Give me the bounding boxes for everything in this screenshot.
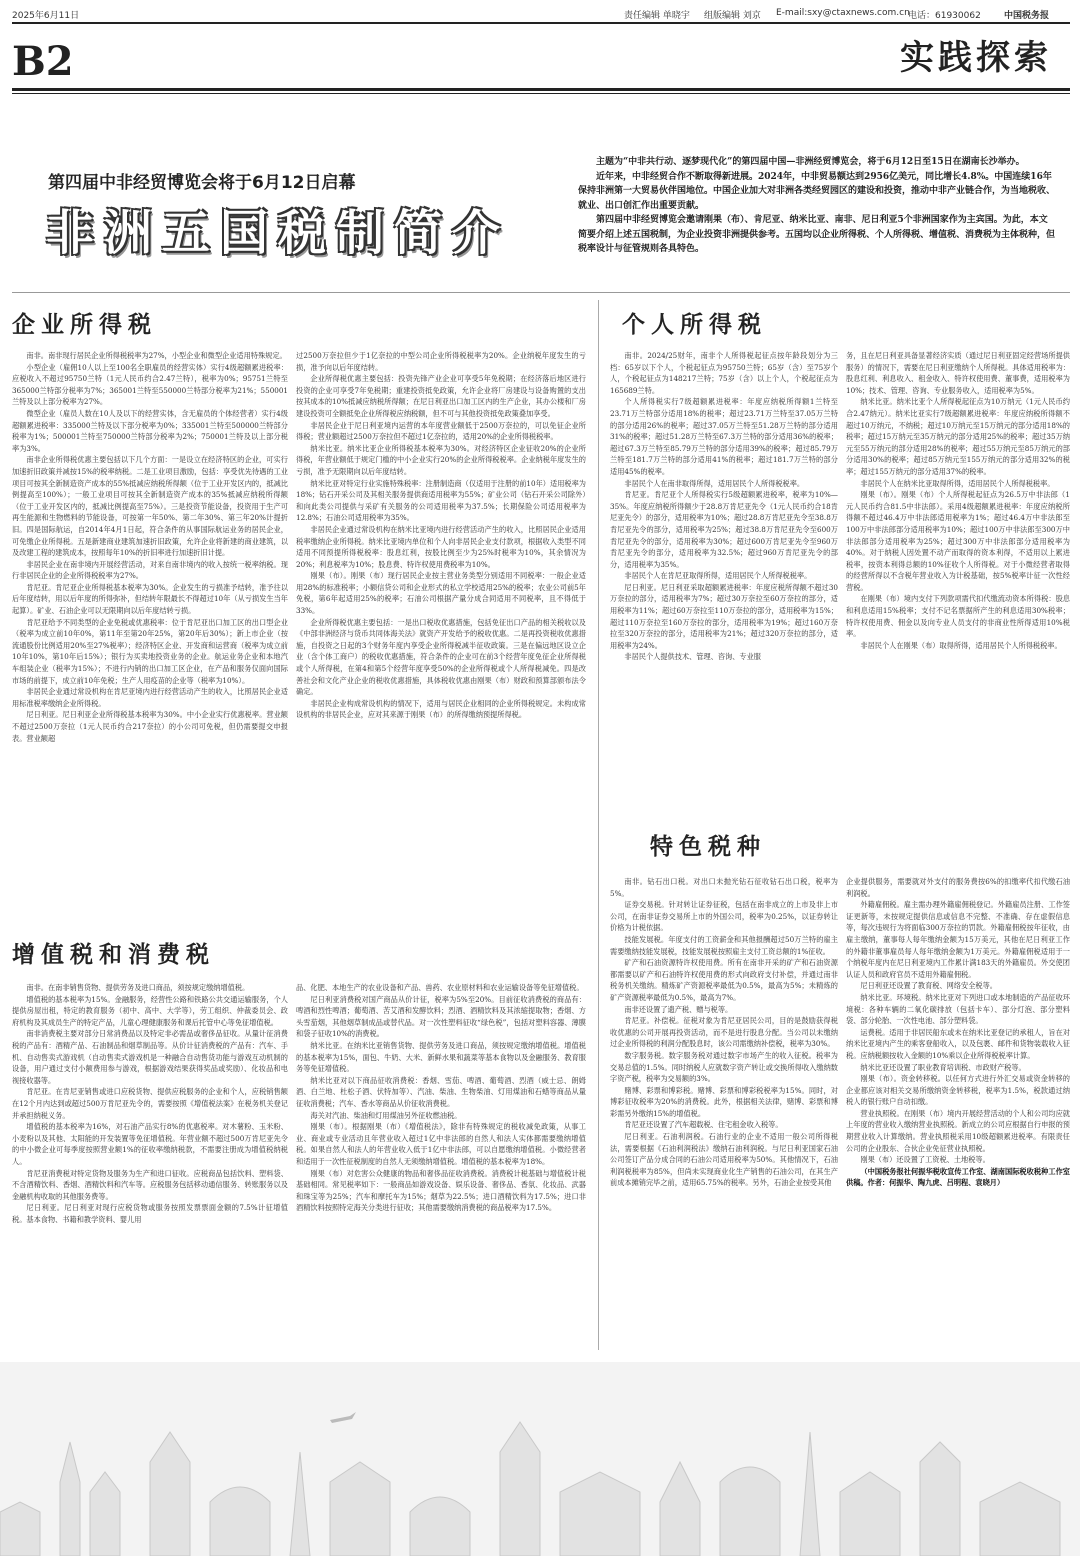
headline-subtitle: 第四届中非经贸博览会将于6月12日启幕 bbox=[48, 173, 356, 193]
paragraph: 外籍雇佣税。雇主需办理外籍雇佣税登记。外籍雇员注册、工作签证更新等，未按规定提供信息或信息不完整、不准确、存在虚假信息等，每次违规行为将面临300万奈拉的罚款。外籍雇佣税按年征收，由雇主缴纳，董事每人每年缴纳金额为15万美元，其他在尼日利亚工作的外籍非董事雇员每人每年缴纳金额为1万美元。外籍雇佣税适用于一个纳税年度内在尼日利亚境内工作累计满183天的外籍雇员。外交使团认证人员和政府官员不适用外籍雇佣税。 bbox=[846, 900, 1070, 979]
pit-column-1 bbox=[610, 350, 838, 808]
paragraph: 肯尼亚消费税对特定货物及服务为生产和进口征收。应税商品包括饮料、塑料袋、不含酒精饮料、香烟、酒精饮料和汽车等。应税服务包括移动通信服务、转账服务以及金融机构收取的其他服务费等。 bbox=[12, 1168, 288, 1201]
paragraph: 在刚果（布）境内支付下列款项需代扣代缴流动资本所得税：股息和利息适用15%税率；支付不记名票据所产生的利息适用30%税率；特许权使用费、佣金以及向专业人员支付的非商业性所得适用10%税率。 bbox=[846, 594, 1070, 639]
lead-paragraph: 主题为“中非共行动、逐梦现代化”的第四届中国—非洲经贸博览会，将于6月12日至15日在湖南长沙举办。 bbox=[596, 157, 1025, 167]
paragraph: 刚果（布）。资金转移税。以任何方式进行外汇交易或资金转移的企业都应该对相关交易所缴纳资金转移税，税率为1.5%，税款通过纳税人的银行账户自动扣缴。 bbox=[846, 1074, 1070, 1107]
paragraph: 企业所得税优惠主要包括：投资先锋产业企业可享受5年免税期；在经济落后地区进行投资的企业可享受7年免税期；重建投资抵免政策，允许企业将厂房建设与设备购置的支出按其成本的10%抵减应纳税所得额；在尼日利亚出口加工区内的生产企业，其办公楼和厂房建设投资可全额抵免企业所得税应纳税额，但不可与其他投资抵免政策叠加享受。 bbox=[296, 374, 586, 418]
paragraph: 矿产和石油资源特许权使用费。所有在南非开采的矿产和石油资源都需要以矿产和石油特许权使用费的形式向政府支付补偿，并通过南非税务机关缴纳。精炼矿产资源税率最低为0.5%，最高为5%；未精炼的矿产资源税率最低为0.5%，最高为7%。 bbox=[610, 958, 838, 1002]
paragraph: 纳米比亚对以下商品征收消费税：香烟、雪茄、啤酒、葡萄酒、烈酒（威士忌、朗姆酒、白兰地、杜松子酒、伏特加等）、汽油、柴油、生物柴油、灯用煤油和石蜡等商品从量征收消费税；汽车、香水等商品从价征收消费税。 bbox=[296, 1075, 586, 1108]
paragraph: 纳米比亚。在纳米比亚销售货物、提供劳务及进口商品，须按规定缴纳增值税。增值税的基本税率为15%，面包、牛奶、大米、新鲜水果和蔬菜等基本食物以及金融服务、教育服务等免征增值税。 bbox=[296, 1040, 586, 1074]
paragraph: 增值税的基本税率为16%，对石油产品实行8%的优惠税率。对木薯粉、玉米粉、小麦粉以及其他、太阳能的开发装置等免征增值税。年营业额不超过500万肯尼亚先令的中小微企业可每季度按照营业额1%的征收率缴纳税款，不需要注册成为增值税纳税人。 bbox=[12, 1122, 288, 1166]
paragraph: 南非企业所得税优惠主要包括以下几个方面：一是设立在经济特区的企业，可实行加速折旧政策并减按15%的税率纳税。二是工业项目激励，包括：享受优先待遇的工业项目可按其全新制造资产成本的55%抵减应纳税所得额（位于工业开发区内的，抵减比例提高至100%）；一般工业项目可按其全新制造资产成本的35%抵减应纳税所得额（位于工业开发区内的，抵减比例提高至75%）。三是投资节能设备，投资用于生产可再生能源和生物燃料的节能设备，可按第一年50%、第二年30%、第三年20%计提折旧。四是国际航运，自2014年4月1日起，符合条件的从事国际航运业务的居民企业，可免缴企业所得税。五是新建商业建筑加速折旧政策，允许企业将新建的商业建筑，以及改建工程的建筑成本，按照每年10%的折旧率进行加速折旧计提。 bbox=[12, 455, 288, 558]
paragraph: 个人所得税实行7级超额累进税率：年度应纳税所得额1兰特至23.71万兰特部分适用18%的税率；超过23.71万兰特至37.05万兰特的部分适用26%的税率；超过37.05万兰特至51.28万兰特的部分适用31%的税率；超过51.28万兰特至67.3万兰特的部分适用36%的税率；超过67.3万兰特至85.79万兰特的部分适用39%的税率；超过85.79万兰特至181.7万兰特的部分适用41%的税率；超过181.7万兰特的部分适用45%的税率。 bbox=[610, 397, 838, 476]
paragraph: 非居民个人在肯尼亚取得所得，适用居民个人所得税税率。 bbox=[624, 571, 812, 581]
paragraph: 数字服务税。数字服务税对通过数字市场产生的收入征税。税率为交易总值的1.5%。同时纳税人应就数字资产转让或交换所得收入缴纳数字资产税，税率为交易额的3%。 bbox=[610, 1050, 838, 1084]
paragraph: 纳米比亚。环境税。纳米比亚对下列进口或本地制造的产品征收环境税：各种车辆的二氧化碳排放（包括卡车）、部分灯泡、部分塑料袋、部分轮胎、一次性电池、部分塑料袋。 bbox=[846, 992, 1070, 1026]
paragraph: 尼日利亚。尼日利亚采取超额累进税率：年度应税所得额不超过30万奈拉的部分，适用税率为7%；超过30万奈拉至60万奈拉的部分，适用税率为11%；超过60万奈拉至110万奈拉的部分，适用税率为15%；超过110万奈拉至160万奈拉的部分，适用税率为19%；超过160万奈拉至320万奈拉的部分，适用税率为21%；超过320万奈拉的部分，适用税率为24%。 bbox=[610, 582, 838, 650]
paragraph: 技能发展税。年度支付的工资薪金和其他报酬超过50万兰特的雇主需要缴纳技能发展税，技能发展税按照雇主支付工资总额的1%征收。 bbox=[610, 934, 838, 956]
paragraph: 刚果（布）。刚果（布）个人所得税起征点为26.5万中非法郎（1元人民币约合81.5中非法郎）。采用4级超额累进税率：年度应纳税所得额不超过46.4万中非法郎适用税率为1%；超过46.4万中非法郎至100万中非法郎部分适用税率为10%；超过100万中非法郎至300万中非法郎部分适用税率为25%；超过300万中非法郎部分适用税率为40%。对于纳税人因处置不动产而取得的资本利得，不适用以上累进税率，按资本利得总额的10%征收个人所得税。对于小微经营者取得的经营所得以不含税年营业收入为计税基础，按5%税率计征一次性经营税。 bbox=[846, 490, 1070, 592]
paragraph: 肯尼亚。补偿税。征税对象为肯尼亚居民公司，目的是鼓励获得税收优惠的公司开展再投资活动，而不是进行股息分配。当公司以未缴纳过企业所得税的利润分配股息时，该公司需缴纳补偿税，税率为30%。 bbox=[610, 1016, 838, 1049]
cit-column-2 bbox=[296, 350, 586, 916]
paragraph: 刚果（布）。根据刚果（布）《增值税法》，除非有特殊规定的税收减免政策，从事工业、商业或专业活动且年营业收入超过1亿中非法郎的自然人和法人实体都需要缴纳增值税。如果自然人和法人的年营业收入低于1亿中非法郎，可以自愿缴纳增值税。小微经营者和适用于一次性征税制度的自然人无须缴纳增值税。增值税的基本税率为18%。 bbox=[296, 1122, 586, 1166]
lead-paragraphs bbox=[578, 155, 1056, 257]
paragraph: 增值税的基本税率为15%。金融服务，经营性公路和铁路公共交通运输服务，个人提供房屋出租，特定的教育服务（初中、高中、大学等），劳工组织、仲裁委员会、政府机构及其成员生产的特定产品，儿童心理健康服务和课后托管中心等免征增值税。 bbox=[12, 994, 288, 1027]
masthead-bar bbox=[12, 6, 1070, 22]
paragraph: 南非。钻石出口税。对出口未抛光钻石征收钻石出口税，税率为5%。 bbox=[610, 877, 838, 898]
headline-title: 非洲五国税制简介 bbox=[46, 205, 511, 261]
paragraph: 纳米比亚。纳米比亚企业所得税基本税率为30%。对经济特区企业征收20%的企业所得税，年营业额低于规定门槛的中小企业实行20%的企业所得税税率。企业纳税年度发生的亏损，准予无限期向以后年度结转。 bbox=[296, 443, 586, 476]
paragraph: 赌博、彩票和博彩税。赌博、彩票和博彩税税率为15%。同时，对博彩征收税率为20%的消费税。此外，根据相关法律，赌博、彩票和博彩需另外缴纳15%的增值税。 bbox=[610, 1085, 838, 1118]
paragraph: 肯尼亚。肯尼亚企业所得税基本税率为30%。企业发生的亏损准予结转，准予往以后年度结转，用以后年度的所得弥补，但结转年限最长不得超过10年（从亏损发生当年起算）。矿业、石油企业可以无限期向以后年度结转亏损。 bbox=[12, 582, 288, 616]
paragraph: 刚果（布）对危害公众健康的物品和奢侈品征收消费税。消费税计税基础与增值税计税基础相同。常见税率如下：一般商品如游戏设备、娱乐设备、奢侈品、香氛、化妆品、武器和珠宝等为25%；汽车和摩托车为15%；烟草为22.5%；进口酒精饮料为17.5%；进口非酒精饮料按照特定海关分类进行征收；其他需要缴纳消费税的商品税率为17.5%。 bbox=[296, 1168, 586, 1213]
issue-date: 2025年6月11日 bbox=[12, 11, 80, 21]
paragraph: 非居民企业在南非境内开展经营活动，对来自南非境内的收入按统一税率纳税。现行非居民企业的企业所得税税率为27%。 bbox=[12, 559, 288, 581]
lead-paragraph: 第四届中非经贸博览会邀请刚果（布）、肯尼亚、纳米比亚、南非、尼日利亚5个非洲国家作为主宾国。为此，本文简要介绍上述五国税制，为企业投资非洲提供参考。五国均以企业所得税、个人所得税、增值税、消费税为主体税种，但税率设计与征管规则各具特色。 bbox=[578, 215, 1056, 254]
heading-special-taxes: 特色税种 bbox=[650, 833, 766, 860]
paragraph: 刚果（布）还设置了工资税、土地税等。 bbox=[860, 1155, 990, 1165]
paragraph: 尼日利亚。石油利润税。石油行业的企业不适用一般公司所得税法，需要根据《石油利润税法》缴纳石油利润税。与尼日利亚国家石油公司签订产品分成合同的石油公司适用税率为50%。其他情况下，石油利润税税率为85%，但尚未实现商业化生产销售的石油公司，在其生产前成本摊销完毕之前，适用65.75%的税率。另外，石油企业按受其他 bbox=[610, 1132, 838, 1188]
editor-phone: 电话：61930062 bbox=[908, 11, 981, 21]
paragraph: 企业所得税优惠主要包括：一是出口税收优惠措施，包括免征出口产品的相关税收以及《中部非洲经济与货币共同体海关法》就资产开发给予的税收优惠。二是再投资税收优惠措施，自投资之日起的3个财务年度内享受企业所得税减半征收政策。三是在偏远地区设立企业（含个体工商户）的税收优惠措施，符合条件的企业可在前3个经营年度免征企业所得税或个人所得税，在第4和第5个经营年度享受50%的企业所得税或个人所得税减免。四是改善社会和文化产业企业的税收优惠措施，具体税收优惠由刚果（布）财政和预算部颁布法令确定。 bbox=[296, 617, 586, 697]
heading-vat-consumption-tax: 增值税和消费税 bbox=[12, 941, 215, 968]
paragraph: 南非。南非现行居民企业所得税税率为27%，小型企业和微型企业适用特殊规定。 bbox=[26, 351, 287, 360]
paragraph: 小型企业（雇佣10人以上至100名全职雇员的经营实体）实行4级超额累进税率：应税收入不超过95750兰特（1元人民币约合2.47兰特），税率为0%；95751兰特至365000兰特部分税率为7%；365001兰特至550000兰特部分税率为21%；550001兰特及以上部分税率为27%。 bbox=[12, 362, 288, 407]
column-divider bbox=[598, 300, 599, 1350]
paragraph: 非居民企业于尼日利亚境内运营的本年度营业额低于2500万奈拉的，可以免征企业所得税；营业额超过2500万奈拉但不超过1亿奈拉的，适用20%的企业所得税税率。 bbox=[296, 420, 586, 442]
paragraph: 证券交易税。针对转让证券征税，包括在南非成立的上市及非上市公司，在南非证券交易所上市的外国公司，税率为0.25%，以证券转让价格为计税依据。 bbox=[610, 900, 838, 933]
lead-rule bbox=[12, 292, 1070, 293]
section-title: 实践探索 bbox=[900, 38, 1052, 78]
vat-column-1 bbox=[12, 982, 288, 1342]
paragraph: 微型企业（雇员人数在10人及以下的经营实体，含无雇员的个体经营者）实行4级超额累进税率：335000兰特及以下部分税率为0%；335001兰特至500000兰特部分税率为1%；500001兰特至750000兰特部分税率为2%；750001兰特及以上部分税率为3%。 bbox=[12, 408, 288, 453]
layout-editor-credit: 组版编辑 刘京 bbox=[704, 11, 761, 21]
paragraph: 肯尼亚还设置了汽车超载税、住宅租金收入税等。 bbox=[624, 1120, 783, 1130]
editor-email: E-mail:sxy@ctaxnews.com.cn bbox=[776, 8, 910, 18]
paragraph: 非居民企业通过常设机构在肯尼亚境内进行经营活动产生的收入，比照居民企业适用标准税率缴纳企业所得税。 bbox=[12, 687, 288, 708]
masthead-rule bbox=[12, 22, 1070, 24]
paragraph: 南非。在南非销售货物、提供劳务及进口商品，须按规定缴纳增值税。 bbox=[26, 983, 250, 992]
paragraph: 南非还设置了遗产税、赠与税等。 bbox=[624, 1004, 733, 1014]
special-column-2 bbox=[846, 876, 1070, 1346]
paragraph: 企业提供服务，需要就对外支付的服务费按6%的扣缴率代扣代缴石油利润税。 bbox=[846, 877, 1070, 898]
header-rule bbox=[12, 88, 1070, 91]
heading-corporate-income-tax: 企业所得税 bbox=[12, 311, 157, 338]
paragraph: 非居民个人在刚果（布）取得所得，适用居民个人所得税税率。 bbox=[860, 640, 1062, 650]
cit-column-1 bbox=[12, 350, 288, 916]
lead-paragraph: 近年来，中非经贸合作不断取得新进展。2024年，中非贸易额达到2956亿美元，同比增长4.8%。中国连续16年保持非洲第一大贸易伙伴国地位。中国企业加大对非洲各类经贸园区的建设和投资，推动中非产业链合作，为当地税收、就业、出口创汇作出重要贡献。 bbox=[578, 171, 1056, 211]
paragraph: 南非。2024/25财年，南非个人所得税起征点按年龄段划分为三档：65岁以下个人，个税起征点为95750兰特；65岁（含）至75岁个人，个税起征点为148217兰特；75岁（含）以上个人，个税起征点为165689兰特。 bbox=[610, 351, 838, 395]
paragraph: 非居民个人在南非取得所得，适用居民个人所得税税率。 bbox=[624, 478, 805, 488]
paragraph: 肯尼亚。肯尼亚个人所得税实行5级超额累进税率，税率为10%—35%。年度应纳税所得额少于28.8万肯尼亚先令（1元人民币约合18肯尼亚先令）的部分，适用税率为10%；超过28.8万肯尼亚先令至38.8万肯尼亚先令的部分，适用税率为25%；超过38.8万肯尼亚先令至600万肯尼亚先令的部分，适用税率为30%；超过600万肯尼亚先令至960万肯尼亚先令的部分，适用税率为32.5%；超过960万肯尼亚先令的部分，适用税率为35%。 bbox=[610, 490, 838, 569]
article-credit: （中国税务报社何振华税收宣传工作室、湖南国际税收税种工作室供稿。作者：何振华、陶九虎、吕明程、袁晓月） bbox=[846, 1166, 1070, 1188]
paper-name: 中国税务报 bbox=[1004, 11, 1050, 21]
paragraph: 非居民个人在纳米比亚取得所得，适用居民个人所得税税率。 bbox=[860, 478, 1055, 488]
paragraph: 纳米比亚对特定行业实施特殊税率：注册制造商（仅适用于注册的前10年）适用税率为18%；钻石开采公司及其相关服务提供商适用税率为55%；矿业公司（钻石开采公司除外）和向此类公司提供与采矿有关服务的公司适用税率为37.5%；长期保险公司适用税率为12.8%；石油公司适用税率为35%。 bbox=[296, 478, 586, 523]
paragraph: 尼日利亚消费税对国产商品从价计征，税率为5%至20%。目前征收消费税的商品有：啤酒和烈性啤酒；葡萄酒、苦艾酒和发酵饮料；烈酒、酒精饮料及其浓缩提取物；香烟、方头雪茄烟，其他烟草制成品或替代品。对一次性塑料征收“绿色税”，包括对塑料容器、薄膜和袋子征收10%的消费税。 bbox=[296, 994, 586, 1039]
paragraph: 尼日利亚。尼日利亚对现行应税货物或服务按照发票票面金额的7.5%计征增值税。基本食物、书籍和教学资料、婴儿用 bbox=[12, 1203, 288, 1224]
paragraph: 非居民企业通过常设机构在纳米比亚境内进行经营活动产生的收入，比照居民企业适用税率缴纳企业所得税。纳米比亚境内单位和个人向非居民企业支付款项，根据收入类型不同适用不同预提所得税税率：股息红利，按股比例至少为25%时税率为10%，其余情况为20%；利息税率为10%；股息费、特许权使用费税率为10%。 bbox=[296, 524, 586, 569]
paragraph: 南非消费税主要对部分日常消费品以及特定非必需品或奢侈品征收。从量计征消费税的产品有：酒精产品、石油制品和烟草制品等。从价计征消费税的产品有：汽车、手机、自动售卖式游戏机（自动售卖式游戏机是一种融合自动售货功能与游戏互动机制的设备，用户通过支付小额费用参与游戏，根据游戏结果获得奖品或奖励）、化妆品和电视接收器等。 bbox=[12, 1029, 288, 1085]
paragraph: 非居民企业构成常设机构的情况下，适用与居民企业相同的企业所得税规定。未构成常设机构的非居民企业，应对其来源于刚果（布）的所得缴纳预提所得税。 bbox=[296, 698, 586, 720]
paragraph: 品、化肥、本地生产的农业设备和产品、兽药、农业原材料和农业运输设备等免征增值税。 bbox=[296, 983, 584, 992]
paragraph: 非居民个人提供技术、管理、咨询、专业服 bbox=[624, 652, 761, 662]
header-rule-thin bbox=[12, 93, 1070, 94]
africa-skyline-illustration bbox=[0, 1362, 1080, 1556]
paragraph: 尼日利亚。尼日利亚企业所得税基本税率为30%。中小企业实行优惠税率。营业额不超过2500万奈拉（1元人民币约合217奈拉）的小公司可免税，但仍需要提交申报表。营业额超 bbox=[12, 710, 288, 743]
paragraph: 运费税。适用于非居民船东或未在纳米比亚登记的承租人，旨在对纳米比亚境内产生的乘客登船收入，以及包裹、邮件和货物装载收入征税。应纳税额按收入金额的10%乘以企业所得税税率计算。 bbox=[846, 1027, 1070, 1060]
vat-column-2 bbox=[296, 982, 586, 1342]
paragraph: 刚果（布）。刚果（布）现行居民企业按主营业务类型分别适用不同税率：一般企业适用28%的标准税率；小额信贷公司和企业形式的私立学校适用25%的税率；农业公司前5年免税，第6年起适用25%的税率；石油公司根据产量分成合同适用不同税率，且不得低于33%。 bbox=[296, 571, 586, 616]
paragraph: 尼日利亚还设置了教育税、网络安全税等。 bbox=[860, 981, 997, 991]
paragraph: 海关对汽油、柴油和灯用煤油另外征收燃油税。 bbox=[310, 1110, 462, 1120]
paragraph: 营业执照税。在刚果（布）境内开展经营活动的个人和公司均应就上年度的营业收入缴纳营业执照税。新成立的公司应根据自行申报的预期营业收入计算缴纳。营业执照税采用10级超额累进税率。有限责任公司的企业股东、合伙企业免征营业执照税。 bbox=[846, 1108, 1070, 1153]
paragraph: 务，且在尼日利亚具备显著经济实质（通过尼日利亚固定经营场所提供服务）的情况下，需要在尼日利亚缴纳个人所得税。具体适用税率为：股息红利、利息收入、租金收入、特许权使用费、董事费，适用税率为10%；技术、管理、咨询、专业服务收入，适用税率为5%。 bbox=[846, 351, 1070, 395]
pit-column-2 bbox=[846, 350, 1070, 808]
paragraph: 纳米比亚还设置了职业教育培训税、市政财产税等。 bbox=[860, 1062, 1026, 1072]
heading-personal-income-tax: 个人所得税 bbox=[622, 311, 767, 338]
special-column-1 bbox=[610, 876, 838, 1346]
page-number: B2 bbox=[12, 38, 74, 85]
paragraph: 过2500万奈拉但少于1亿奈拉的中型公司企业所得税税率为20%。企业纳税年度发生的亏损，准予向以后年度结转。 bbox=[296, 351, 586, 372]
editor-credit: 责任编辑 单晓宇 bbox=[624, 11, 690, 21]
paragraph: 肯尼亚。在肯尼亚销售或进口应税货物、提供应税服务的企业和个人，应税销售额在12个月内达到或超过500万肯尼亚先令的，需要按照《增值税法案》在税务机关登记并承担纳税义务。 bbox=[12, 1087, 288, 1120]
paragraph: 纳米比亚。纳米比亚个人所得税起征点为10万纳元（1元人民币约合2.47纳元）。纳米比亚实行7级超额累进税率：年度应纳税所得额不超过10万纳元，不纳税；超过10万纳元至15万纳元的部分适用18%的税率；超过15万纳元至35万纳元的部分适用25%的税率；超过35万纳元至55万纳元的部分适用28%的税率；超过55万纳元至85万纳元的部分适用30%的税率；超过85万纳元至155万纳元的部分适用32%的税率；超过155万纳元的部分适用37%的税率。 bbox=[846, 397, 1070, 476]
paragraph: 肯尼亚给予不同类型的企业免税或优惠税率：位于肯尼亚出口加工区的出口型企业（税率为成立前10年0%，第11年至第20年25%，第20年后30%）；新上市企业（按流通股份比例适用20%至27%税率）；经济特区企业、开发商和运营商（税率为成立前10年10%，第10年后15%）；银行为买卖地投资业务的企业。航运业务企业和本地汽车组装企业（税率为15%）；不进行内销的出口加工区企业，在产品和服务仅面向国际市场的前提下，成立前10年免税；生产人用疫苗的企业等（税率为10%）。 bbox=[12, 617, 288, 685]
